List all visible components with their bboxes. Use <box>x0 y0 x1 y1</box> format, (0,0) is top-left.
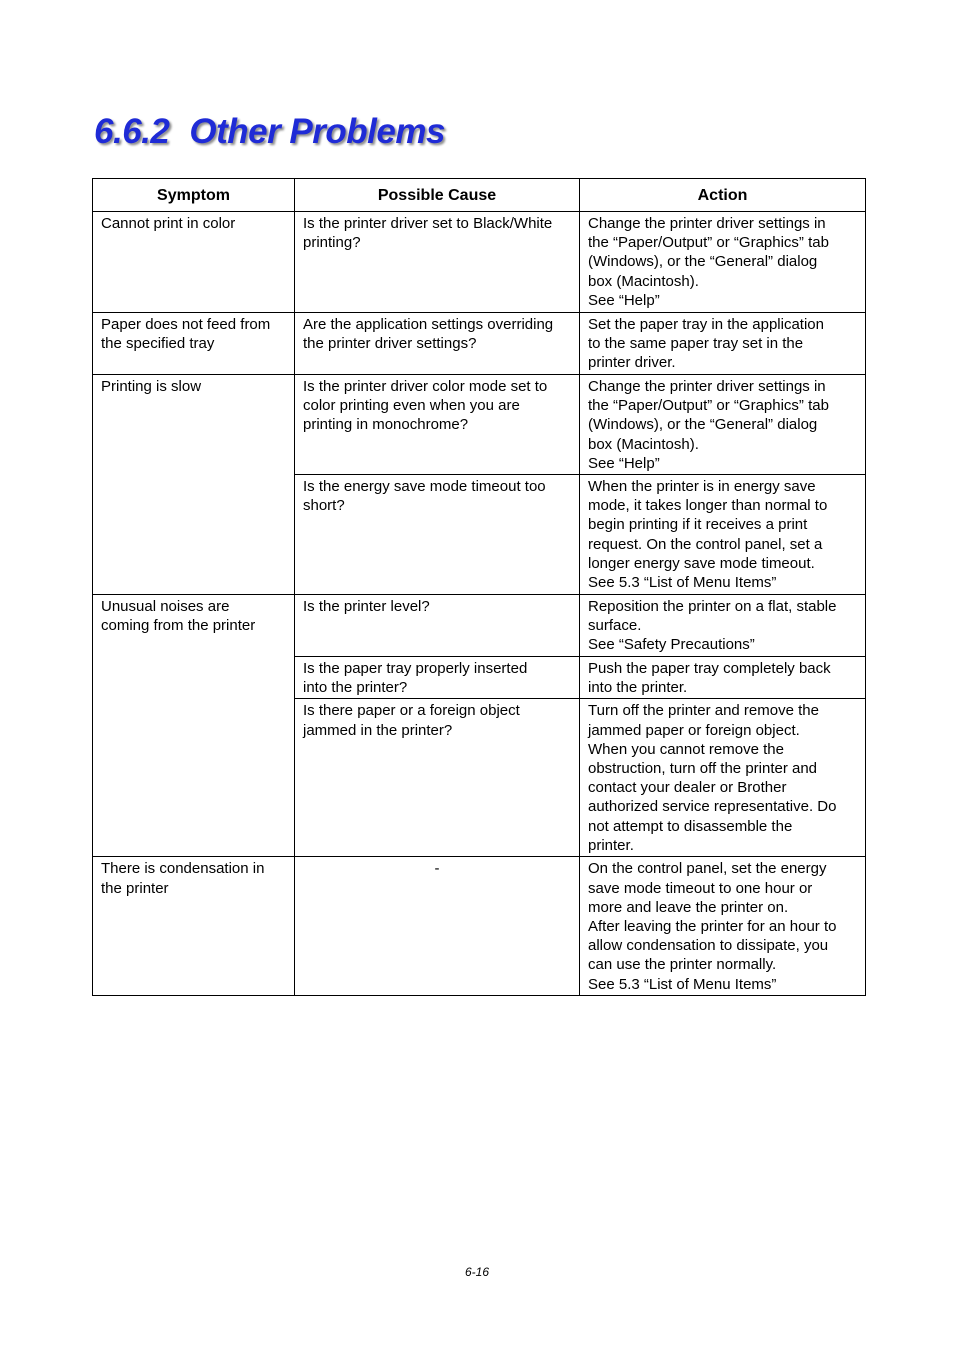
header-symptom: Symptom <box>93 179 295 212</box>
cell-line: Is the printer driver set to Black/White <box>303 215 553 232</box>
cell-line: not attempt to disassemble the <box>588 817 793 835</box>
cell-line: Cannot print in color <box>101 215 236 232</box>
table-row <box>93 212 866 313</box>
action-cell <box>580 212 866 313</box>
cell-line: the “Paper/Output” or “Graphics” tab <box>588 397 829 415</box>
cell-line: printing in monochrome? <box>303 416 469 434</box>
cell-line: On the control panel, set the energy <box>588 860 827 878</box>
troubleshooting-table <box>92 178 866 996</box>
page-number: 6-16 <box>464 1265 490 1279</box>
cell-line: surface. <box>588 617 642 635</box>
cell-line: See 5.3 “List of Menu Items” <box>588 975 777 993</box>
cause-cell <box>295 657 580 699</box>
cause-cell <box>295 313 580 375</box>
table-row <box>93 595 866 657</box>
cell-line: more and leave the printer on. <box>588 898 789 916</box>
cell-line: printer. <box>588 836 634 854</box>
cell-line: can use the printer normally. <box>588 956 777 974</box>
action-cell <box>580 313 866 375</box>
cell-line: Unusual noises are <box>101 598 230 616</box>
cell-line: Printing is slow <box>101 378 202 395</box>
cell-line: (Windows), or the “General” dialog <box>588 416 818 434</box>
cell-line: jammed paper or foreign object. <box>588 721 800 739</box>
cell-line: to the same paper tray set in the <box>588 335 804 353</box>
cell-line: Is the energy save mode timeout too <box>303 478 546 496</box>
header-action: Action <box>580 179 866 212</box>
cell-line: Is there paper or a foreign object <box>303 702 520 720</box>
cell-line: Are the application settings overriding <box>303 316 554 333</box>
cell-line: begin printing if it receives a print <box>588 516 808 534</box>
action-cell <box>580 699 866 857</box>
action-cell <box>580 857 866 995</box>
cell-line: authorized service representative. Do <box>588 798 837 816</box>
cell-line: printer driver. <box>588 354 676 372</box>
cell-line: Is the printer level? <box>303 598 430 616</box>
section-number: 6.6.2 <box>94 112 170 151</box>
cell-line: the printer driver settings? <box>303 335 477 353</box>
cell-line: There is condensation in <box>101 860 265 878</box>
cell-line: Set the paper tray in the application <box>588 316 824 333</box>
cause-cell <box>295 857 580 995</box>
header-possible-cause: Possible Cause <box>295 179 580 212</box>
cause-cell <box>295 375 580 475</box>
symptom-cell <box>93 313 295 375</box>
cell-line: When you cannot remove the <box>588 740 784 758</box>
cell-line: Push the paper tray completely back <box>588 660 831 678</box>
cell-line: Change the printer driver settings in <box>588 215 826 232</box>
cell-line: printing? <box>303 234 361 252</box>
cell-line: Is the printer driver color mode set to <box>303 378 548 395</box>
cell-line: Paper does not feed from <box>101 316 271 333</box>
cell-line: allow condensation to dissipate, you <box>588 937 829 955</box>
cause-cell <box>295 699 580 857</box>
action-cell <box>580 375 866 475</box>
cell-line: See “Safety Precautions” <box>588 636 755 654</box>
cell-line: Turn off the printer and remove the <box>588 702 819 720</box>
cell-line: into the printer? <box>303 679 408 697</box>
cell-line: Change the printer driver settings in <box>588 378 826 395</box>
action-cell <box>580 595 866 657</box>
symptom-cell <box>93 375 295 595</box>
cause-cell <box>295 475 580 595</box>
section-heading <box>94 112 445 152</box>
cell-line: - <box>434 860 440 878</box>
section-title: Other Problems <box>189 112 445 151</box>
cell-line: When the printer is in energy save <box>588 478 816 496</box>
cell-line: the printer <box>101 879 169 897</box>
cell-line: longer energy save mode timeout. <box>588 554 815 572</box>
cell-line: contact your dealer or Brother <box>588 779 787 797</box>
cause-cell <box>295 595 580 657</box>
action-cell <box>580 657 866 699</box>
symptom-cell <box>93 212 295 313</box>
cell-line: Is the paper tray properly inserted <box>303 660 528 678</box>
action-cell <box>580 475 866 595</box>
cell-line: See 5.3 “List of Menu Items” <box>588 574 777 592</box>
cell-line: request. On the control panel, set a <box>588 535 823 553</box>
table-header-row <box>93 179 866 212</box>
cell-line: coming from the printer <box>101 617 256 635</box>
cell-line: jammed in the printer? <box>303 721 453 739</box>
cell-line: box (Macintosh). <box>588 435 699 453</box>
cell-line: box (Macintosh). <box>588 272 699 290</box>
cell-line: the “Paper/Output” or “Graphics” tab <box>588 234 829 252</box>
table-row <box>93 375 866 475</box>
cell-line: See “Help” <box>588 291 660 309</box>
symptom-cell <box>93 857 295 995</box>
cell-line: color printing even when you are <box>303 397 520 415</box>
symptom-cell <box>93 595 295 857</box>
cell-line: obstruction, turn off the printer and <box>588 760 818 778</box>
cell-line: the specified tray <box>101 335 215 353</box>
cell-line: After leaving the printer for an hour to <box>588 918 837 936</box>
cell-line: See “Help” <box>588 454 660 472</box>
cause-cell <box>295 212 580 313</box>
cell-line: save mode timeout to one hour or <box>588 879 813 897</box>
cell-line: short? <box>303 497 345 515</box>
cell-line: into the printer. <box>588 679 688 697</box>
cell-line: (Windows), or the “General” dialog <box>588 253 818 271</box>
cell-line: mode, it takes longer than normal to <box>588 497 828 515</box>
table-row <box>93 313 866 375</box>
table-row <box>93 857 866 995</box>
cell-line: Reposition the printer on a flat, stable <box>588 598 837 616</box>
